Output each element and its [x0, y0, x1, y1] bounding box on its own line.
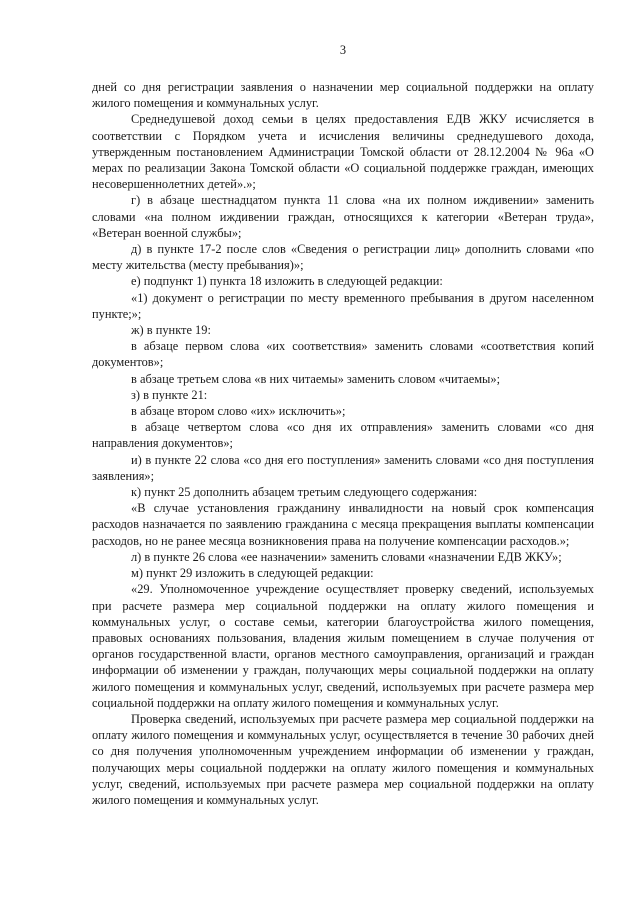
paragraph: в абзаце первом слова «их соответствия» заменить словами «соответствия копий документов»;: [92, 339, 594, 370]
page-number: 3: [339, 43, 347, 57]
paragraph: л) в пункте 26 слова «ее назначении» заменить словами «назначении ЕДВ ЖКУ»;: [131, 549, 562, 564]
paragraph: м) пункт 29 изложить в следующей редакции:: [131, 566, 374, 581]
paragraph: и) в пункте 22 слова «со дня его поступления» заменить словами «со дня поступления заявления»;: [92, 452, 594, 483]
paragraph: в абзаце втором слово «их» исключить»;: [131, 404, 346, 419]
paragraph: Среднедушевой доход семьи в целях предоставления ЕДВ ЖКУ исчисляется в соответствии с Порядком учета и исчисления величины среднедушевого дохода, утвержденным постановлением Администрации Томской области от 28.12.2004 № 96а «О мерах по реализации Закона Томской области «О социальной поддержке граждан, имеющих несовершеннолетних детей».»;: [92, 112, 594, 192]
paragraph: е) подпункт 1) пункта 18 изложить в следующей редакции:: [131, 274, 443, 289]
paragraph: д) в пункте 17-2 после слов «Сведения о регистрации лиц» дополнить словами «по месту жительства (месту пребывания)»;: [92, 242, 594, 273]
paragraph: в абзаце третьем слова «в них читаемы» заменить словом «читаемы»;: [131, 371, 501, 386]
paragraph: в абзаце четвертом слова «со дня их отправления» заменить словами «со дня направления документов»;: [92, 420, 594, 451]
paragraph: г) в абзаце шестнадцатом пункта 11 слова «на их полном иждивении» заменить словами «на полном иждивении граждан, относящихся к категории «Ветеран труда», «Ветеран военной службы»;: [92, 193, 594, 240]
paragraph: «В случае установления гражданину инвалидности на новый срок компенсация расходов назначается по заявлению гражданина с месяца прекращения выплаты компенсации расходов, но не ранее месяца возникновения права на получение компенсации расходов.»;: [92, 501, 594, 548]
paragraph: дней со дня регистрации заявления о назначении мер социальной поддержки на оплату жилого помещения и коммунальных услуг.: [92, 80, 594, 111]
paragraph: к) пункт 25 дополнить абзацем третьим следующего содержания:: [131, 485, 478, 500]
paragraph: «1) документ о регистрации по месту временного пребывания в другом населенном пункте;»;: [92, 290, 594, 321]
paragraph: «29. Уполномоченное учреждение осуществляет проверку сведений, используемых при расчете размера мер социальной поддержки на оплату жилого помещения и коммунальных услуг, о составе семьи, категории благоустройства жилого помещения, правовых основаниях пользования, владения жилым помещением в случае получения от органов государственной власти, органов местного самоуправления, организаций и граждан информации об изменении у граждан, получающих меры социальной поддержки на оплату жилого помещения и коммунальных услуг, сведений, используемых при расчете размера мер социальной поддержки на оплату жилого помещения и коммунальных услуг.: [92, 582, 594, 710]
paragraph: ж) в пункте 19:: [131, 323, 211, 338]
paragraph: Проверка сведений, используемых при расчете размера мер социальной поддержки на оплату жилого помещения и коммунальных услуг, осуществляется в течение 30 рабочих дней со дня получения уполномоченным учреждением информации об изменении у граждан, получающих меры социальной поддержки на оплату жилого помещения и коммунальных услуг, сведений, используемых при расчете размера мер социальной поддержки на оплату жилого помещения и коммунальных услуг.: [92, 711, 594, 807]
paragraph: з) в пункте 21:: [131, 387, 208, 402]
